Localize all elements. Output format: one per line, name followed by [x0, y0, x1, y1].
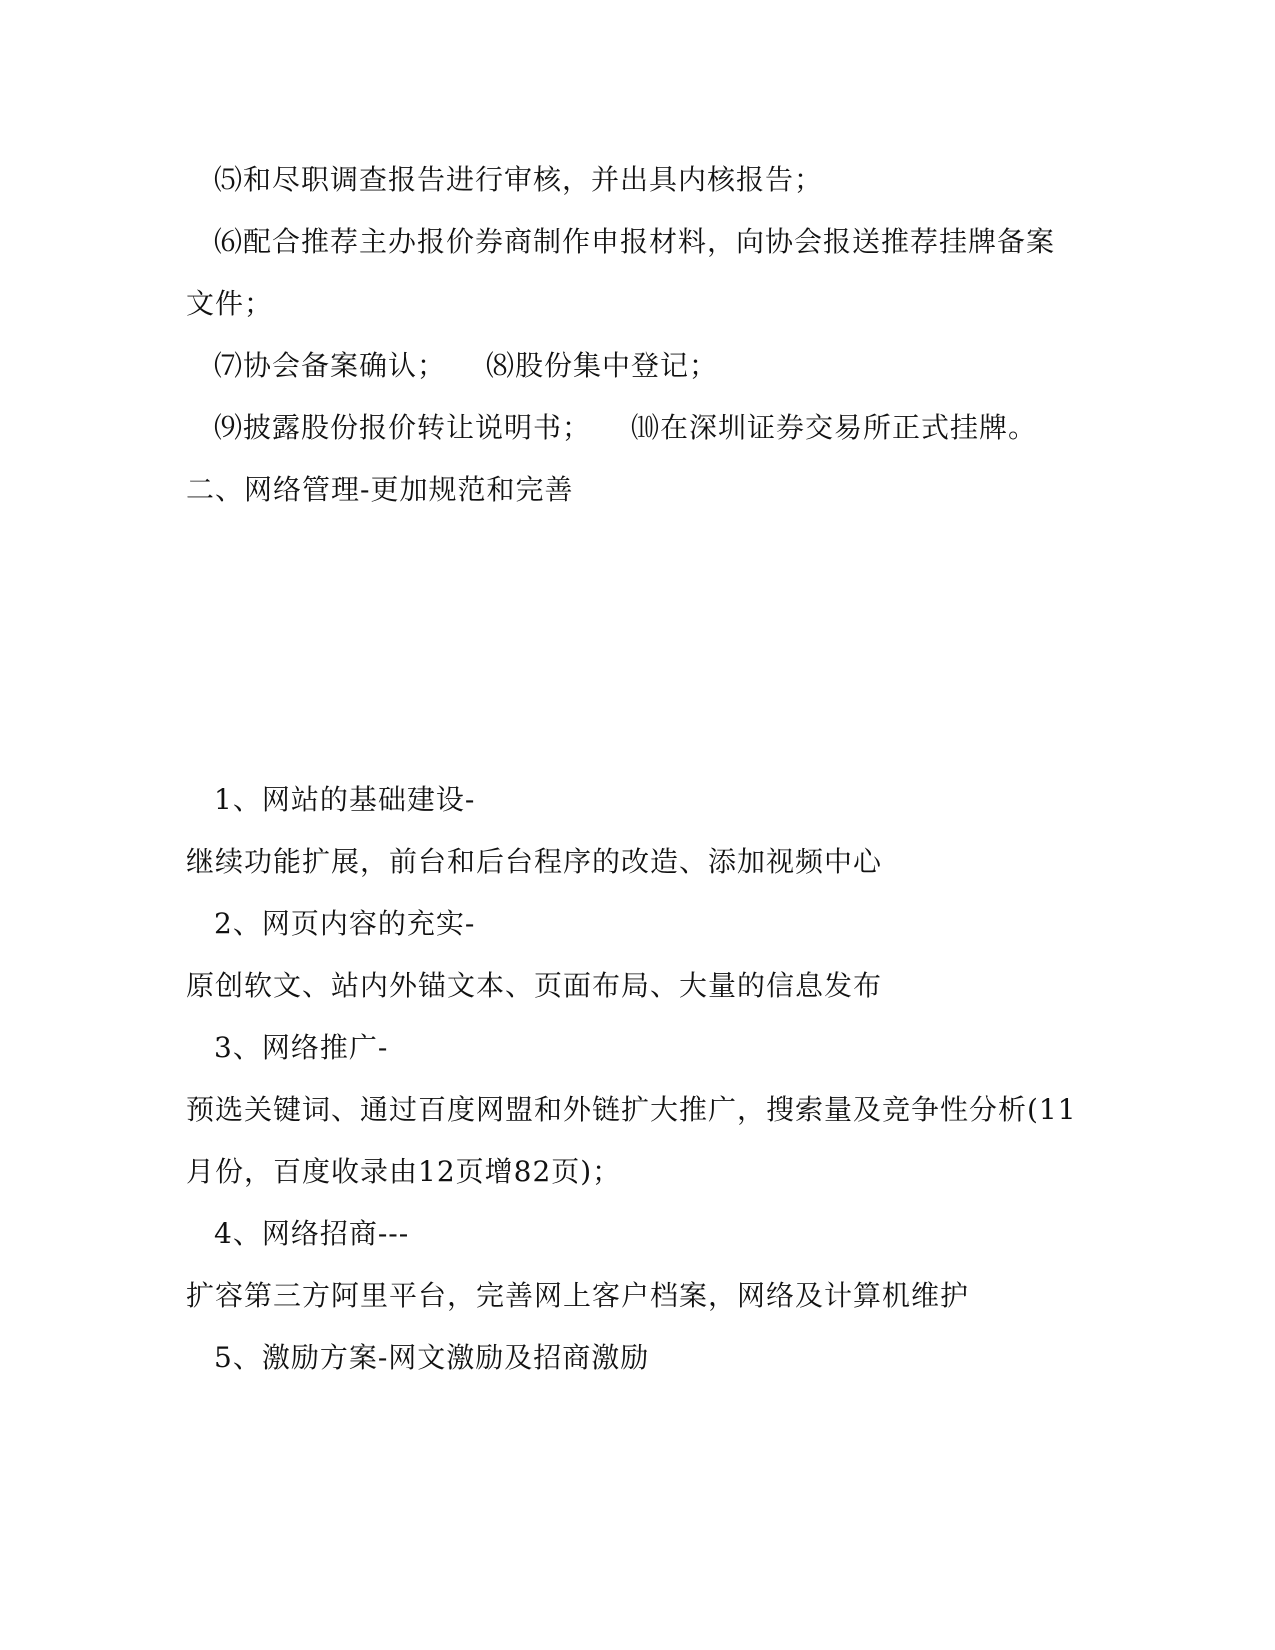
item-title: 5、激励方案-网文激励及招商激励	[214, 1341, 650, 1374]
list-item-10: ⑽在深圳证券交易所正式挂牌。	[631, 411, 1038, 444]
section-heading: 二、网络管理-更加规范和完善	[186, 473, 574, 506]
item-title: 2、网页内容的充实-	[214, 907, 476, 940]
list-item-6-line-1: ⑹配合推荐主办报价券商制作申报材料，向协会报送推荐挂牌备案	[214, 225, 1056, 258]
list-row-7-8	[214, 346, 1114, 386]
list-item-9: ⑼披露股份报价转让说明书；	[214, 411, 592, 444]
list-item-8: ⑻股份集中登记；	[486, 349, 719, 382]
list-row-9-10	[214, 408, 1114, 448]
list-item-6-line-2: 文件；	[186, 287, 274, 320]
item-title: 4、网络招商---	[214, 1217, 410, 1250]
item-body: 原创软文、站内外锚文本、页面布局、大量的信息发布	[186, 969, 883, 1002]
item-body: 扩容第三方阿里平台，完善网上客户档案，网络及计算机维护	[186, 1279, 970, 1312]
item-body: 月份，百度收录由12页增82页)；	[186, 1155, 622, 1188]
item-body: 继续功能扩展，前台和后台程序的改造、添加视频中心	[186, 845, 883, 878]
item-body: 预选关键词、通过百度网盟和外链扩大推广，搜索量及竞争性分析(11	[186, 1093, 1077, 1126]
list-item-7: ⑺协会备案确认；	[214, 349, 447, 382]
list-item-5: ⑸和尽职调查报告进行审核，并出具内核报告；	[214, 163, 824, 196]
item-title: 1、网站的基础建设-	[214, 783, 476, 816]
item-title: 3、网络推广-	[214, 1031, 389, 1064]
